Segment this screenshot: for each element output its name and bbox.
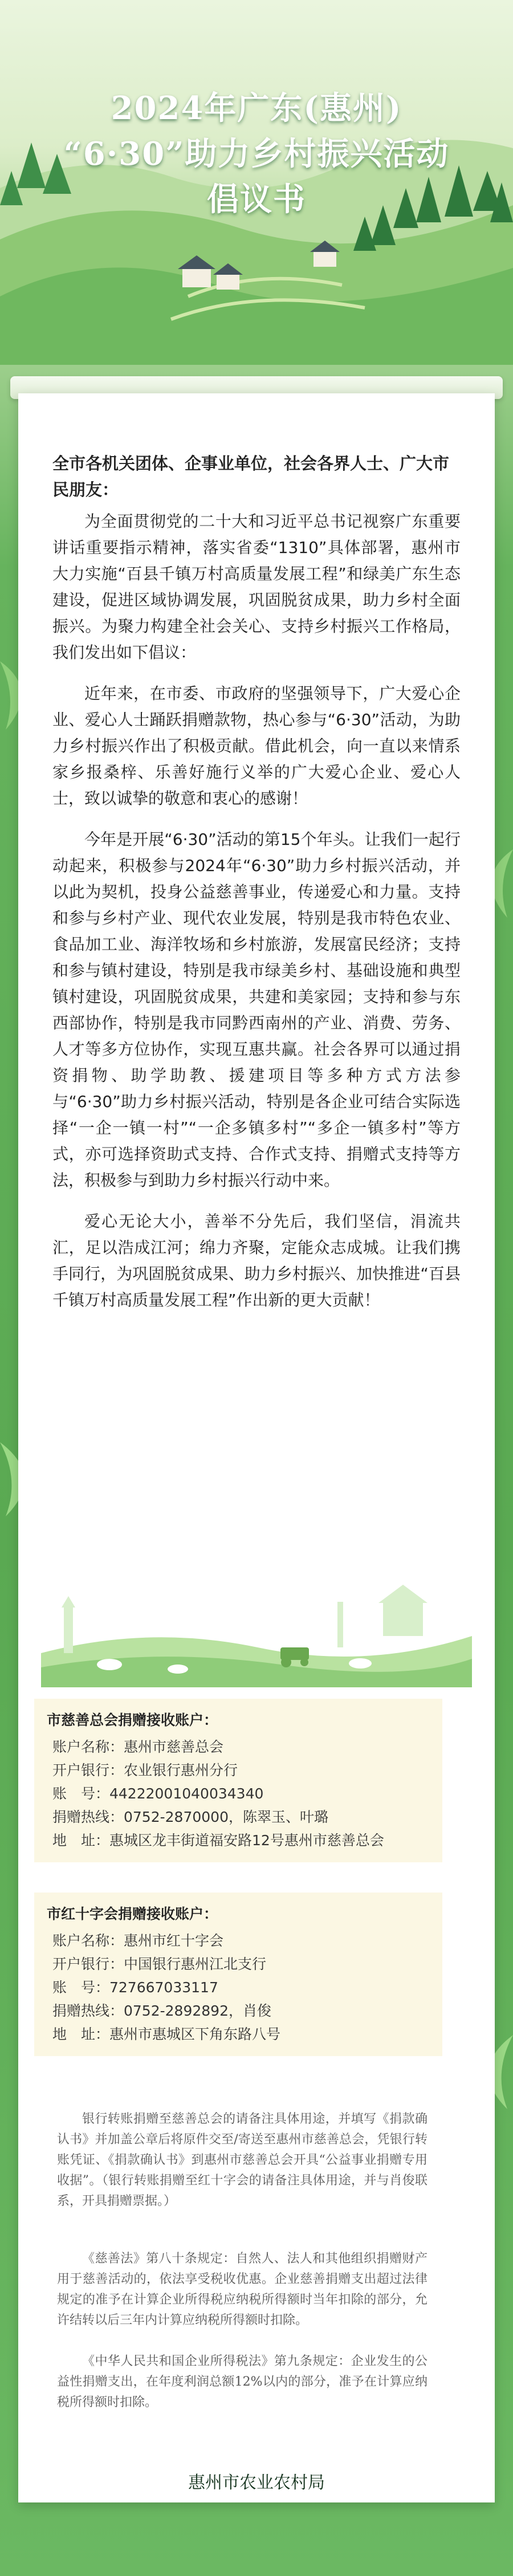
- note-tax-law: 《中华人民共和国企业所得税法》第九条规定：企业发生的公益性捐赠支出，在年度利润总额12%以内的部分，准予在计算应纳税所得额时扣除。: [57, 2354, 427, 2410]
- account-box-red-cross: [34, 1893, 442, 2056]
- account-row: 开户银行：农业银行惠州分行: [52, 1762, 238, 1779]
- page-title: [0, 86, 513, 222]
- note-bank-transfer: 银行转账捐赠至慈善总会的请备注具体用途，并填写《捐款确认书》并加盖公章后将原件交至/寄送至惠州市慈善总会，凭银行转账凭证、《捐款确认书》到惠州市慈善总会开具“公益事业捐赠专用收据”。（银行转账捐赠至红十字会的请备注具体用途，并与肖俊联系，开具捐赠票据。）: [57, 2112, 427, 2208]
- account-box-charity: [34, 1699, 442, 1862]
- account-row: 捐赠热线：0752-2870000，陈翠玉、叶璐: [52, 1809, 328, 1825]
- letter-paragraph: 近年来，在市委、市政府的坚强领导下，广大爱心企业、爱心人士踊跃捐赠款物，热心参与“6·30”活动，为助力乡村振兴作出了积极贡献。借此机会，向一直以来情系家乡报桑梓、乐善好施行义举的广大爱心企业、爱心人士，致以诚挚的敬意和衷心的感谢！: [52, 684, 461, 808]
- account-heading: 市红十字会捐赠接收账户：: [47, 1906, 218, 1922]
- letter-greeting: 全市各机关团体、企事业单位，社会各界人士、广大市民朋友：: [52, 454, 450, 499]
- title-line-1: 2024年广东(惠州): [111, 89, 402, 127]
- account-row: 捐赠热线：0752-2892892，肖俊: [52, 2003, 271, 2019]
- account-row: 账 号：44222001040034340: [52, 1785, 264, 1802]
- account-row: 账 号：727667033117: [52, 1979, 218, 1996]
- account-row: 开户银行：中国银行惠州江北支行: [52, 1956, 267, 1972]
- account-row: 账户名称：惠州市红十字会: [52, 1932, 224, 1949]
- footer-organization: 惠州市农业农村局: [188, 2473, 325, 2493]
- account-row: 账户名称：惠州市慈善总会: [52, 1739, 224, 1755]
- title-line-2: “6·30”助力乡村振兴活动: [63, 135, 450, 173]
- farm-illustration: [41, 1568, 472, 1687]
- account-row: 地 址：惠州市惠城区下角东路八号: [52, 2026, 281, 2042]
- note-charity-law: 《慈善法》第八十条规定：自然人、法人和其他组织捐赠财产用于慈善活动的，依法享受税收优惠。企业慈善捐赠支出超过法律规定的准予在计算企业所得税应纳税所得额时当年扣除的部分，允许结转以后三年内计算应纳税所得额时扣除。: [57, 2252, 427, 2327]
- letter-paragraph: 为全面贯彻党的二十大和习近平总书记视察广东重要讲话重要指示精神，落实省委“1310”具体部署，惠州市大力实施“百县千镇万村高质量发展工程”和绿美广东生态建设，促进区域协调发展，巩固脱贫成果，助力乡村全面振兴。为聚力构建全社会关心、支持乡村振兴工作格局，我们发出如下倡议：: [52, 512, 461, 662]
- letter-paragraph: 爱心无论大小，善举不分先后，我们坚信，涓流共汇，足以浩成江河；绵力齐聚，定能众志成城。让我们携手同行，为巩固脱贫成果、助力乡村振兴、加快推进“百县千镇万村高质量发展工程”作出新的更大贡献！: [52, 1212, 461, 1309]
- letter-body: [52, 450, 461, 1328]
- letter-paragraph: 今年是开展“6·30”活动的第15个年头。让我们一起行动起来，积极参与2024年“6·30”助力乡村振兴活动，并以此为契机，投身公益慈善事业，传递爱心和力量。支持和参与乡村产业、现代农业发展，特别是我市特色农业、食品加工业、海洋牧场和乡村旅游，发展富民经济；支持和参与镇村建设，特别是我市绿美乡村、基础设施和典型镇村建设，巩固脱贫成果，共建和美家园；支持和参与东西部协作，特别是我市同黔西南州的产业、消费、劳务、人才等多方位协作，实现互惠共赢。社会各界可以通过捐资捐物、助学助教、援建项目等多种方式方法参与“6·30”助力乡村振兴活动，特别是各企业可结合实际选择“一企一镇一村”“一企多镇多村”“多企一镇多村”等方式，亦可选择资助式支持、合作式支持、捐赠式支持等方法，积极参与到助力乡村振兴行动中来。: [52, 830, 461, 1190]
- account-row: 地 址：惠城区龙丰街道福安路12号惠州市慈善总会: [52, 1832, 384, 1849]
- account-heading: 市慈善总会捐赠接收账户：: [47, 1712, 218, 1728]
- title-line-3: 倡议书: [207, 181, 306, 218]
